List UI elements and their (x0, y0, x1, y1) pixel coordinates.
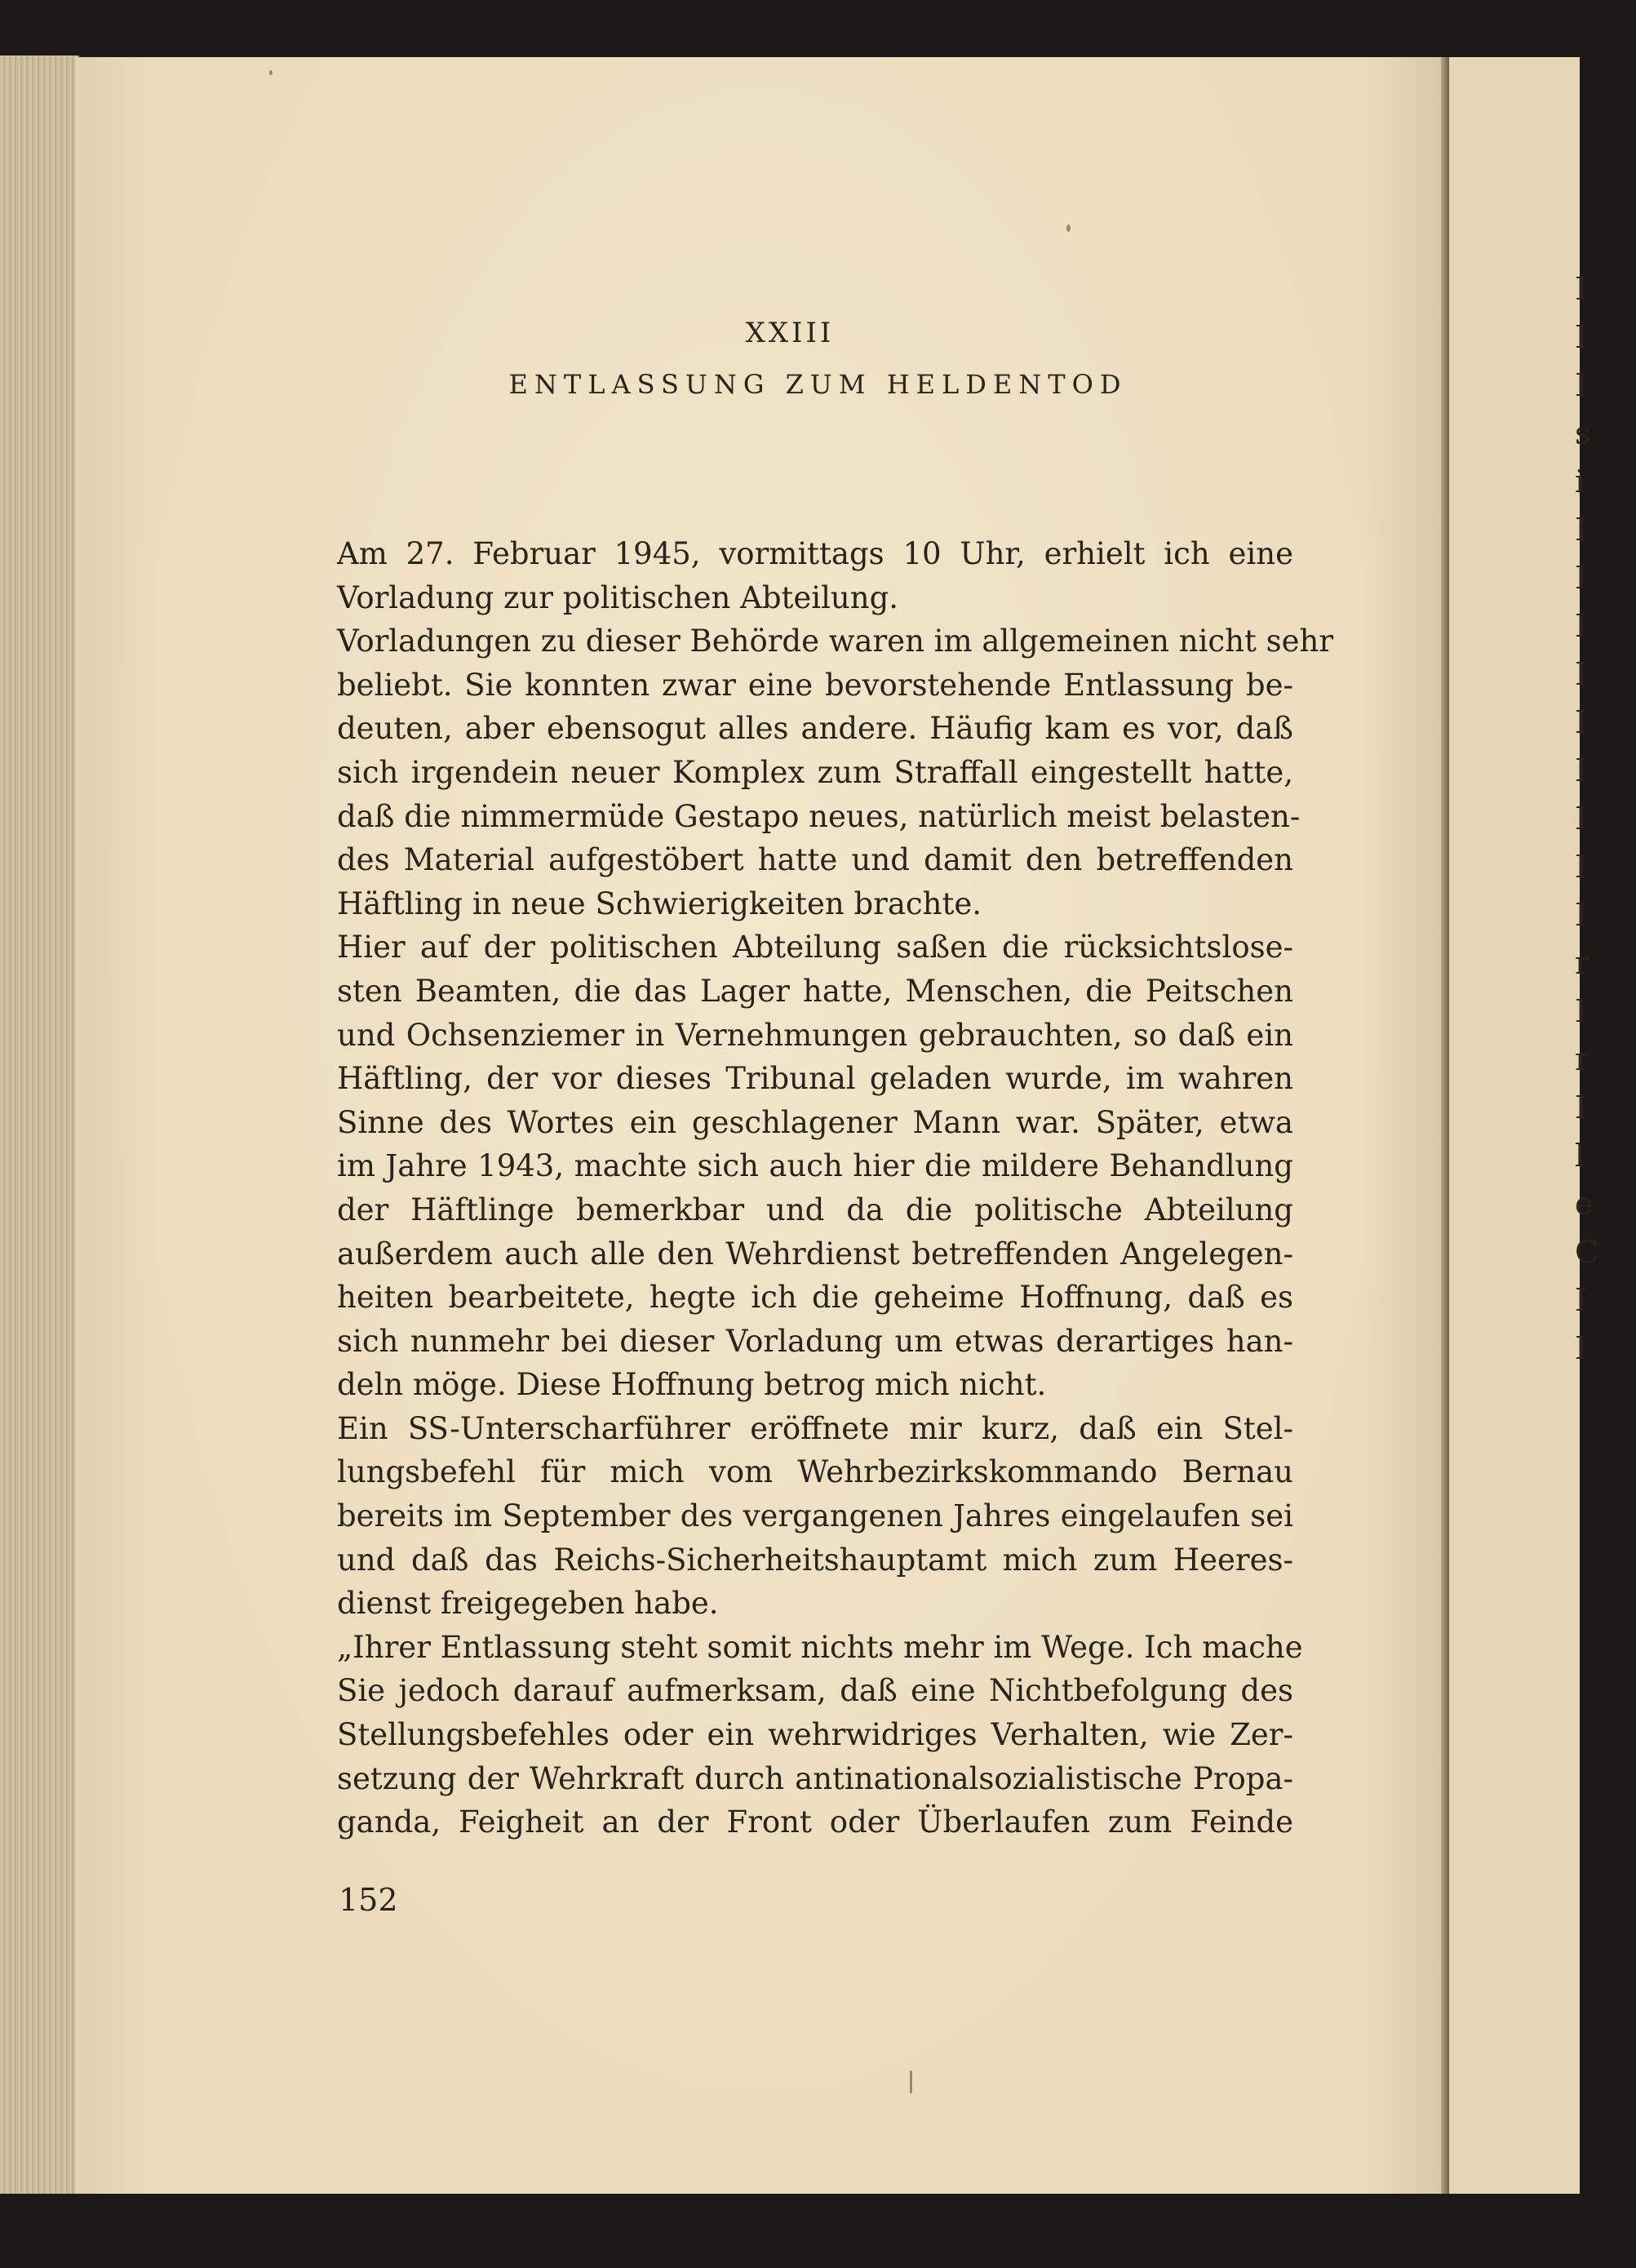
text-line: Sinne des Wortes ein geschlagener Mann war. Später, etwa (337, 1104, 1293, 1140)
text-line: dienst freigegeben habe. (337, 1586, 719, 1622)
text-line: Ein SS-Unterscharführer eröffnete mir kurz, daß ein Stel- (337, 1410, 1293, 1446)
facing-page-glyph: I (1575, 801, 1588, 837)
facing-page-glyph: I (1575, 608, 1588, 644)
text-line: heiten bearbeitete, hegte ich die geheime Hoffnung, daß es (337, 1280, 1293, 1316)
facing-page-glyph: I (1575, 1330, 1588, 1366)
paper-speck (269, 70, 273, 75)
text-line: der Häftlinge bemerkbar und da die politische Abteilung (337, 1192, 1293, 1227)
paper-speck (1066, 224, 1071, 232)
text-line: Häftling in neue Schwierigkeiten brachte. (337, 885, 982, 921)
text-line: setzung der Wehrkraft durch antinationalsozialistische Propa- (337, 1760, 1293, 1796)
facing-page-glyph: I (1575, 656, 1588, 692)
facing-page-glyph: I (1575, 752, 1588, 788)
text-line: sten Beamten, die das Lager hatte, Menschen, die Peitschen (337, 973, 1293, 1009)
facing-page-glyph: r (1575, 945, 1590, 981)
text-line: Vorladungen zu dieser Behörde waren im allgemeinen nicht sehr (337, 624, 1334, 659)
body-text (337, 532, 1334, 1844)
text-line: daß die nimmermüde Gestapo neues, natürlich meist belasten- (337, 798, 1301, 834)
text-line: bereits im September des vergangenen Jahres eingelaufen sei (337, 1498, 1293, 1534)
text-line: Hier auf der politischen Abteilung saßen die rücksichtslose- (337, 930, 1293, 965)
text-line: Am 27. Februar 1945, vormittags 10 Uhr, erhielt ich eine (337, 536, 1293, 571)
chapter-title: ENTLASSUNG ZUM HELDENTOD (508, 369, 1128, 400)
facing-page-glyph: e (1575, 1186, 1594, 1222)
text-line: ganda, Feigheit an der Front oder Überlaufen zum Feinde (337, 1804, 1293, 1840)
paper-speck (910, 2070, 912, 2093)
facing-page-glyph: l (1575, 1138, 1585, 1174)
text-line: Häftling, der vor dieses Tribunal geladen wurde, im wahren (337, 1061, 1293, 1097)
text-line: Stellungsbefehles oder ein wehrwidriges Verhalten, wie Zer- (337, 1717, 1293, 1753)
text-line: beliebt. Sie konnten zwar eine bevorstehende Entlassung be- (337, 667, 1293, 703)
facing-page-glyph: I (1575, 1090, 1588, 1125)
facing-page-glyph: I (1575, 367, 1588, 403)
page-number: 152 (339, 1882, 398, 1918)
text-line: und daß das Reichs-Sicherheitshauptamt mich zum Heeres- (337, 1542, 1293, 1578)
text-line: im Jahre 1943, machte sich auch hier die mildere Behandlung (337, 1148, 1293, 1184)
text-line: lungsbefehl für mich vom Wehrbezirkskommando Bernau (337, 1454, 1293, 1490)
text-line: Vorladung zur politischen Abteilung. (337, 579, 899, 615)
text-line: sich nunmehr bei dieser Vorladung um etwas derartiges han- (337, 1323, 1293, 1359)
text-line: und Ochsenziemer in Vernehmungen gebrauchten, so daß ein (337, 1017, 1293, 1053)
facing-page-glyph: I (1575, 271, 1588, 307)
facing-page-glyph: C (1575, 1234, 1599, 1270)
facing-page-glyph: I (1575, 993, 1588, 1029)
text-line: Sie jedoch darauf aufmerksam, daß eine Nichtbefolgung des (337, 1673, 1293, 1709)
text-line: des Material aufgestöbert hatte und damit den betreffenden (337, 842, 1293, 878)
text-line: außerdem auch alle den Wehrdienst betreffenden Angelegen- (337, 1236, 1293, 1272)
text-line: deuten, aber ebensogut alles andere. Häufig kam es vor, daß (337, 711, 1293, 747)
facing-page-glyph: r (1575, 1041, 1590, 1077)
text-line: deln möge. Diese Hoffnung betrog mich nicht. (337, 1367, 1047, 1403)
facing-page-glyph: I (1575, 319, 1588, 355)
facing-page-glyph: I (1575, 897, 1588, 933)
facing-page-glyph: s (1575, 415, 1591, 451)
text-line: „Ihrer Entlassung steht somit nichts mehr im Wege. Ich mache (337, 1629, 1303, 1665)
facing-page-glyph: I (1575, 849, 1588, 885)
facing-page-glyph: I (1575, 560, 1588, 596)
facing-page-glyph: I (1575, 1282, 1588, 1318)
chapter-number: XXIII (745, 317, 835, 349)
facing-page-glyph: I (1575, 704, 1588, 740)
text-line: sich irgendein neuer Komplex zum Straffall eingestellt hatte, (337, 754, 1293, 790)
facing-page-glyph: I (1575, 512, 1588, 548)
facing-page-glyph: i (1575, 464, 1585, 499)
